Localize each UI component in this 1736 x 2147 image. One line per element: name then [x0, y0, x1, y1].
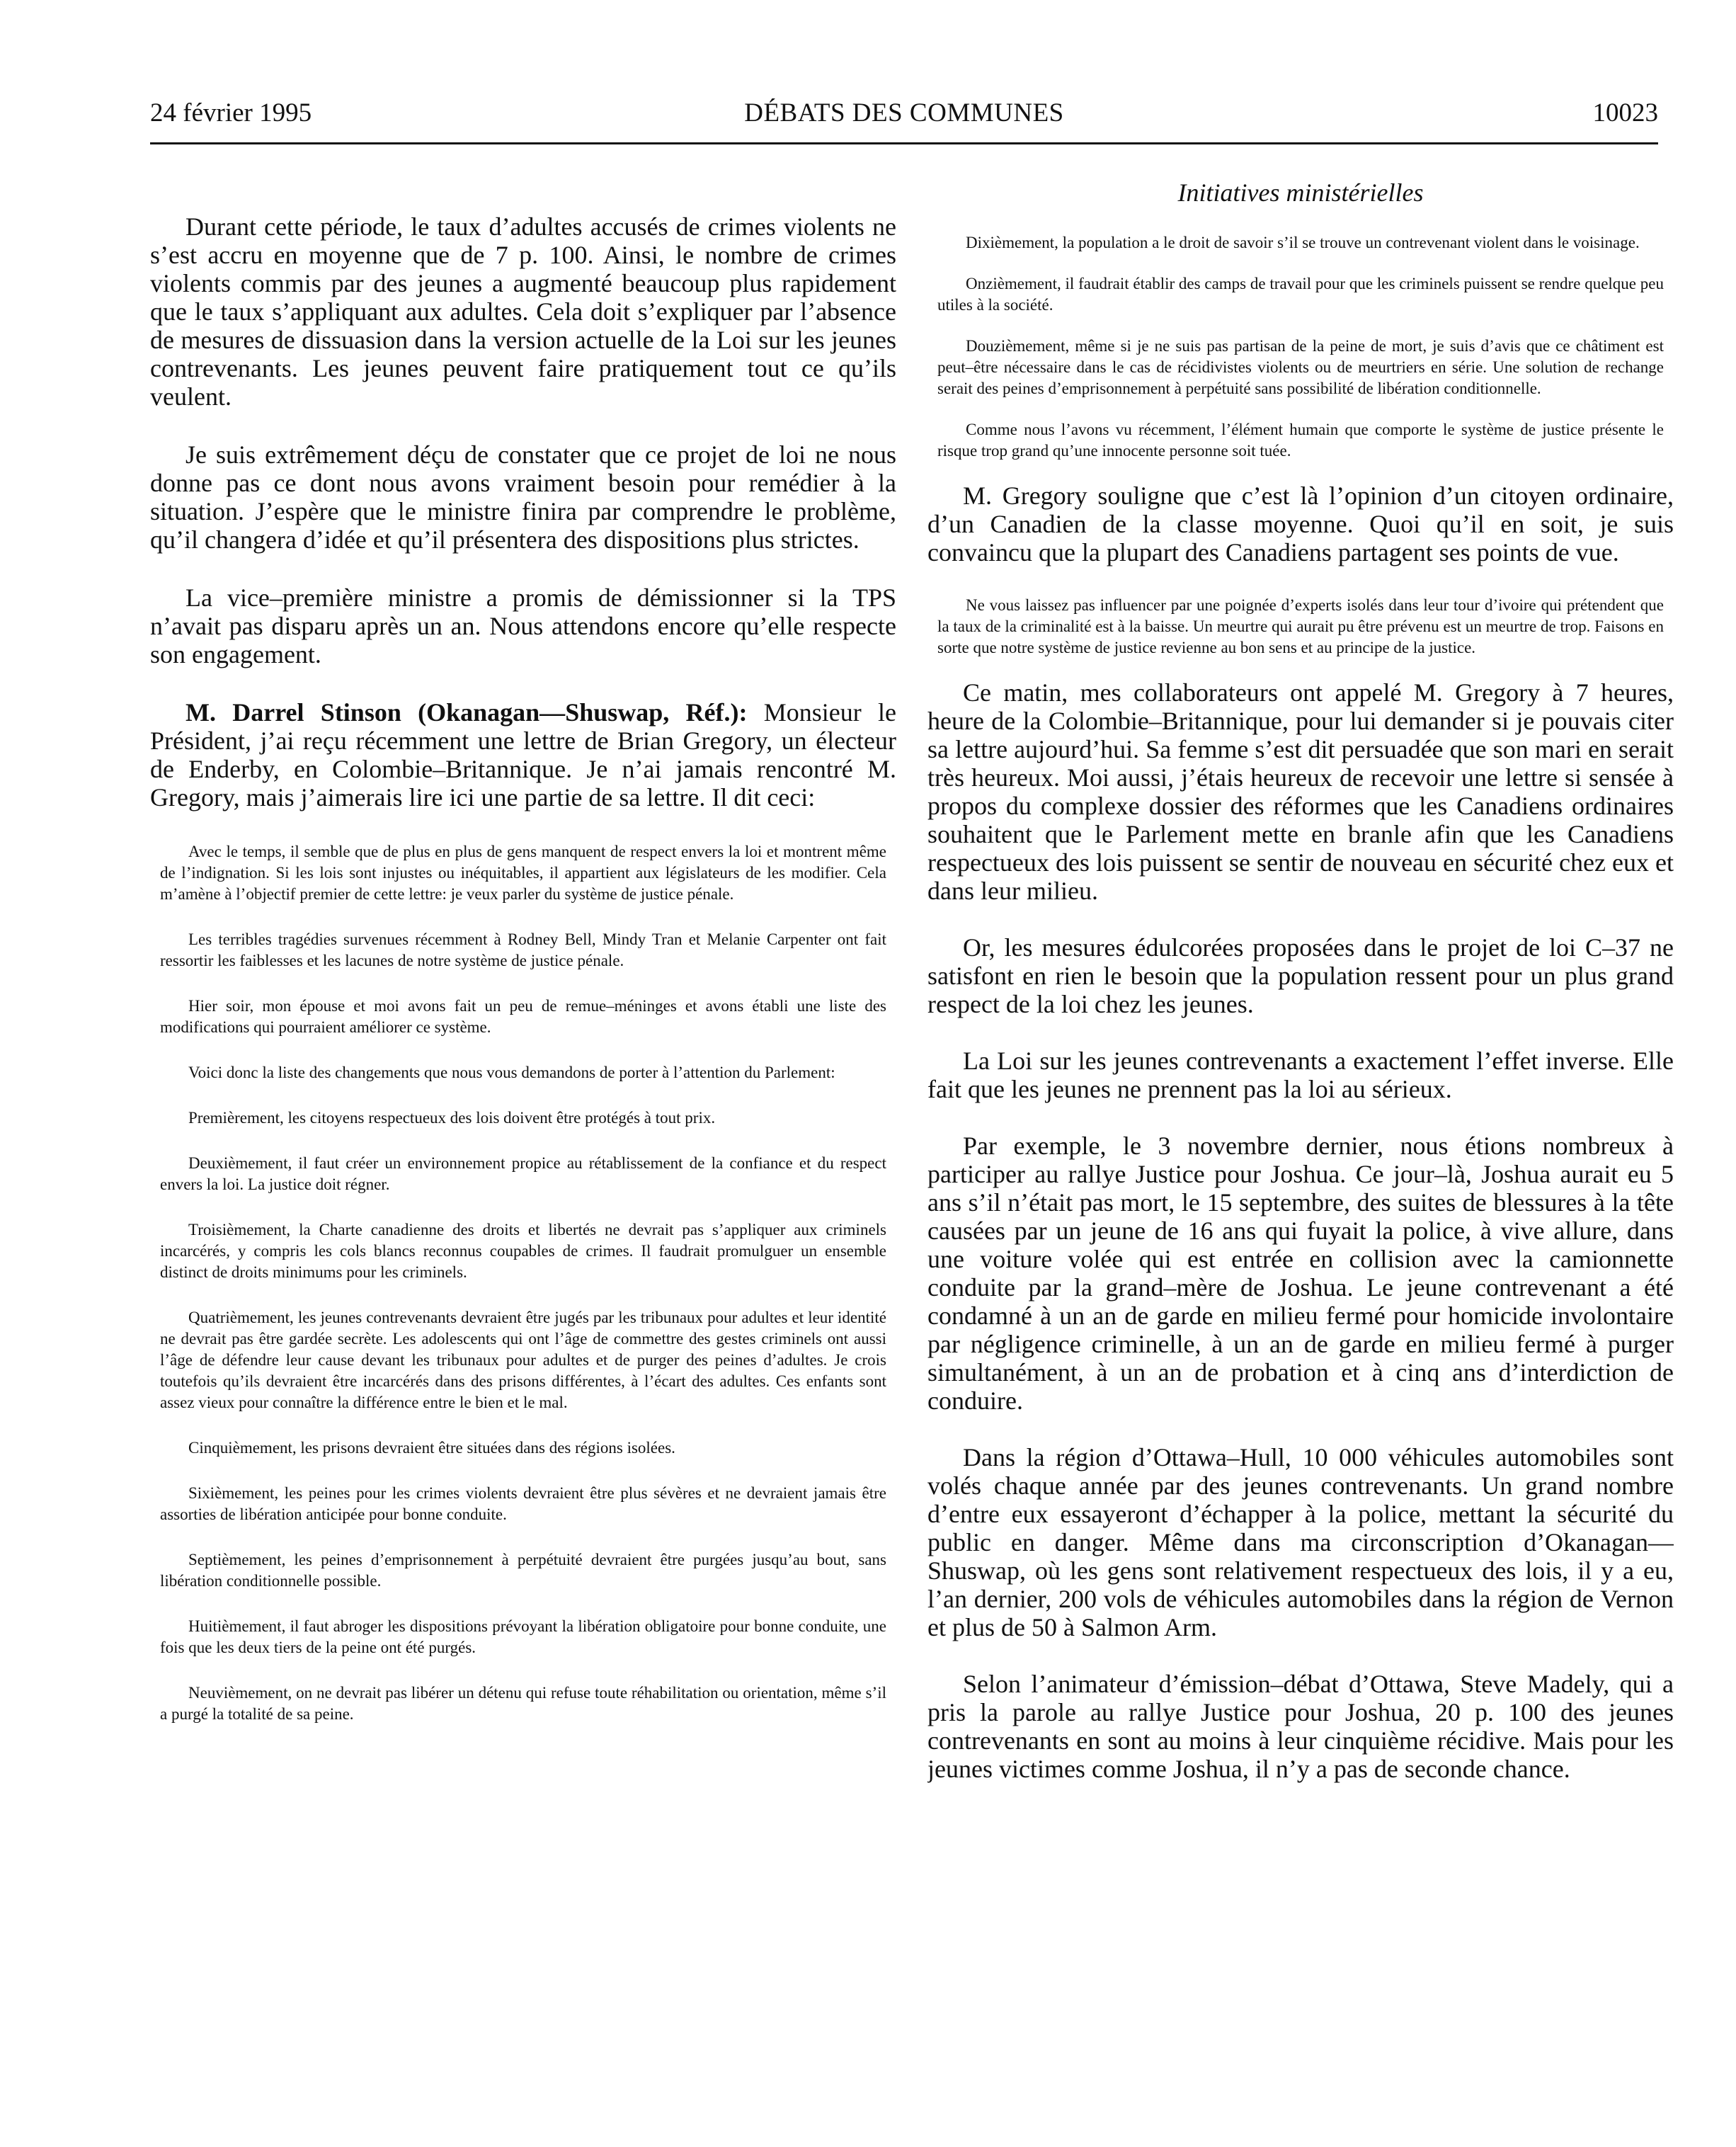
paragraph: Selon l’animateur d’émission–débat d’Ottawa, Steve Madely, qui a pris la parole au rallye Justice pour Joshua, 20 p. 100 des jeunes contrevenants en sont au moins à leur cinquième récidive. Mais pour les jeunes victimes comme Joshua, il n’y a pas de seconde chance.	[927, 1670, 1674, 1783]
letter-quote: Voici donc la liste des changements que nous vous demandons de porter à l’attention du Parlement:	[188, 1064, 835, 1081]
header-date: 24 février 1995	[150, 98, 312, 127]
letter-quote: Les terribles tragédies survenues récemment à Rodney Bell, Mindy Tran et Melanie Carpenter ont fait ressortir les faiblesses et les lacunes de notre système de justice pénale.	[160, 930, 886, 969]
paragraph: Or, les mesures édulcorées proposées dans le projet de loi C–37 ne satisfont en rien le besoin que la population ressent pour un plus grand respect de la loi chez les jeunes.	[927, 933, 1674, 1018]
letter-quote: Deuxièmement, il faut créer un environnement propice au rétablissement de la confiance et du respect envers la loi. La justice doit régner.	[160, 1154, 886, 1193]
letter-quote: Douzièmement, même si je ne suis pas partisan de la peine de mort, je suis d’avis que ce châtiment est peut–être nécessaire dans le cas de récidivistes violents ou de meurtriers en série. Une solution de rechange serait des peines d’emprisonnement à perpétuité sans possibilité de libération conditionnelle.	[937, 337, 1664, 397]
letter-quote: Sixièmement, les peines pour les crimes violents devraient être plus sévères et ne devraient jamais être assorties de libération anticipée pour bonne conduite.	[160, 1484, 886, 1523]
letter-quote: Troisièmement, la Charte canadienne des droits et libertés ne devrait pas s’appliquer aux criminels incarcérés, y compris les cols blancs reconnus coupables de crimes. Il faudrait promulguer un ensemble distinct de droits minimums pour les criminels.	[160, 1221, 886, 1281]
letter-quote: Quatrièmement, les jeunes contrevenants devraient être jugés par les tribunaux pour adultes et leur identité ne devrait pas être gardée secrète. Les adolescents qui ont l’âge de commettre des gestes criminels ont aussi l’âge de défendre leur cause devant les tribunaux pour adultes et de purger des peines d’adultes. Je crois toutefois qu’ils devraient être incarcérés dans des prisons différentes, à l’écart des adultes. Ces enfants sont assez vieux pour connaître la différence entre le bien et le mal.	[160, 1309, 886, 1411]
header-page-number: 10023	[1592, 98, 1658, 127]
header-title: DÉBATS DES COMMUNES	[744, 98, 1064, 127]
left-column	[150, 212, 896, 2068]
paragraph: M. Gregory souligne que c’est là l’opinion d’un citoyen ordinaire, d’un Canadien de la classe moyenne. Quoi qu’il en soit, je suis convaincu que la plupart des Canadiens partagent ses points de vue.	[927, 482, 1674, 566]
paragraph: Durant cette période, le taux d’adultes accusés de crimes violents ne s’est accru en moyenne que de 7 p. 100. Ainsi, le nombre de crimes violents commis par des jeunes a augmenté beaucoup plus rapidement que le taux s’appliquant aux adultes. Cela doit s’expliquer par l’absence de mesures de dissuasion dans la version actuelle de la Loi sur les jeunes contrevenants. Les jeunes peuvent faire pratiquement tout ce qu’ils veulent.	[150, 212, 896, 411]
speaker-paragraph	[150, 698, 896, 811]
paragraph: Je suis extrêmement déçu de constater que ce projet de loi ne nous donne pas ce dont nous avons vraiment besoin pour remédier à la situation. J’espère que le ministre finira par comprendre le problème, qu’il changera d’idée et qu’il présentera des dispositions plus strictes.	[150, 440, 896, 554]
letter-quote: Avec le temps, il semble que de plus en plus de gens manquent de respect envers la loi et montrent même de l’indignation. Si les lois sont injustes ou inéquitables, il appartient aux législateurs de les modifier. Cela m’amène à l’objectif premier de cette lettre: je veux parler du système de justice pénale.	[160, 843, 886, 903]
letter-quote: Comme nous l’avons vu récemment, l’élément humain que comporte le système de justice présente le risque trop grand qu’une innocente personne soit tuée.	[937, 421, 1664, 460]
letter-quote: Ne vous laissez pas influencer par une poignée d’experts isolés dans leur tour d’ivoire qui prétendent que la taux de la criminalité est à la baisse. Un meurtre qui aurait pu être prévenu est un meurtre de trop. Faisons en sorte que notre système de justice revienne au bon sens et au principe de la justice.	[937, 596, 1664, 656]
paragraph: Par exemple, le 3 novembre dernier, nous étions nombreux à participer au rallye Justice pour Joshua. Ce jour–là, Joshua aurait eu 5 ans s’il n’était pas mort, le 15 septembre, des suites de blessures à la tête causées par un jeune de 16 ans qui fuyait la police, à vive allure, dans une voiture volée qui est entrée en collision avec la camionnette conduite par la grand–mère de Joshua. Le jeune contrevenant a été condamné à un an de garde en milieu fermé pour homicide involontaire par négligence criminelle, à un an de garde en milieu fermé à purger simultanément, à un an de probation et à cinq ans d’interdiction de conduire.	[927, 1132, 1674, 1415]
letter-quote: Septièmement, les peines d’emprisonnement à perpétuité devraient être purgées jusqu’au bout, sans libération conditionnelle possible.	[160, 1551, 886, 1590]
letter-quote: Premièrement, les citoyens respectueux des lois doivent être protégés à tout prix.	[188, 1109, 716, 1127]
paragraph: Dans la région d’Ottawa–Hull, 10 000 véhicules automobiles sont volés chaque année par des jeunes contrevenants. Un grand nombre d’entre eux essayeront d’échapper à la police, mettant la sécurité du public en danger. Même dans ma circonscription d’Okanagan—Shuswap, où les gens sont relativement respectueux des lois, il y a eu, l’an dernier, 200 vols de véhicules automobiles dans la région de Vernon et plus de 50 à Salmon Arm.	[927, 1443, 1674, 1641]
running-head: Initiatives ministérielles	[1177, 178, 1424, 207]
header-rule	[150, 142, 1658, 144]
right-column	[927, 177, 1674, 2032]
speaker-text: Monsieur le Président, j’ai reçu récemment une lettre de Brian Gregory, un électeur de Enderby, en Colombie–Britannique. Je n’ai jamais rencontré M. Gregory, mais j’aimerais lire ici une partie de sa lettre. Il dit ceci:	[150, 698, 896, 811]
letter-quote: Huitièmement, il faut abroger les dispositions prévoyant la libération obligatoire pour bonne conduite, une fois que les deux tiers de la peine ont été purgés.	[160, 1617, 886, 1656]
page-header	[150, 98, 1658, 140]
letter-quote: Dixièmement, la population a le droit de savoir s’il se trouve un contrevenant violent dans le voisinage.	[966, 234, 1640, 251]
paragraph: Ce matin, mes collaborateurs ont appelé M. Gregory à 7 heures, heure de la Colombie–Britannique, pour lui demander si je pouvais citer sa lettre aujourd’hui. Sa femme s’est dit persuadée que son mari en serait très heureux. Moi aussi, j’étais heureux de recevoir une lettre si sensée à propos du complexe dossier des réformes que les Canadiens ordinaires souhaitent que le Parlement mette en branle afin que les Canadiens respectueux des lois puissent se sentir de nouveau en sécurité chez eux et dans leur milieu.	[927, 678, 1674, 905]
paragraph: La Loi sur les jeunes contrevenants a exactement l’effet inverse. Elle fait que les jeunes ne prennent pas la loi au sérieux.	[927, 1047, 1674, 1103]
letter-quote: Neuvièmement, on ne devrait pas libérer un détenu qui refuse toute réhabilitation ou orientation, même s’il a purgé la totalité de sa peine.	[160, 1684, 886, 1723]
speaker-name: M. Darrel Stinson (Okanagan—Shuswap, Réf.):	[185, 698, 748, 727]
letter-quote: Hier soir, mon épouse et moi avons fait un peu de remue–méninges et avons établi une liste des modifications qui pourraient améliorer ce système.	[160, 997, 886, 1036]
letter-quote: Onzièmement, il faudrait établir des camps de travail pour que les criminels puissent se rendre quelque peu utiles à la société.	[937, 275, 1664, 314]
letter-quote: Cinquièmement, les prisons devraient être situées dans des régions isolées.	[188, 1439, 675, 1457]
paragraph: La vice–première ministre a promis de démissionner si la TPS n’avait pas disparu après un an. Nous attendons encore qu’elle respecte son engagement.	[150, 583, 896, 668]
